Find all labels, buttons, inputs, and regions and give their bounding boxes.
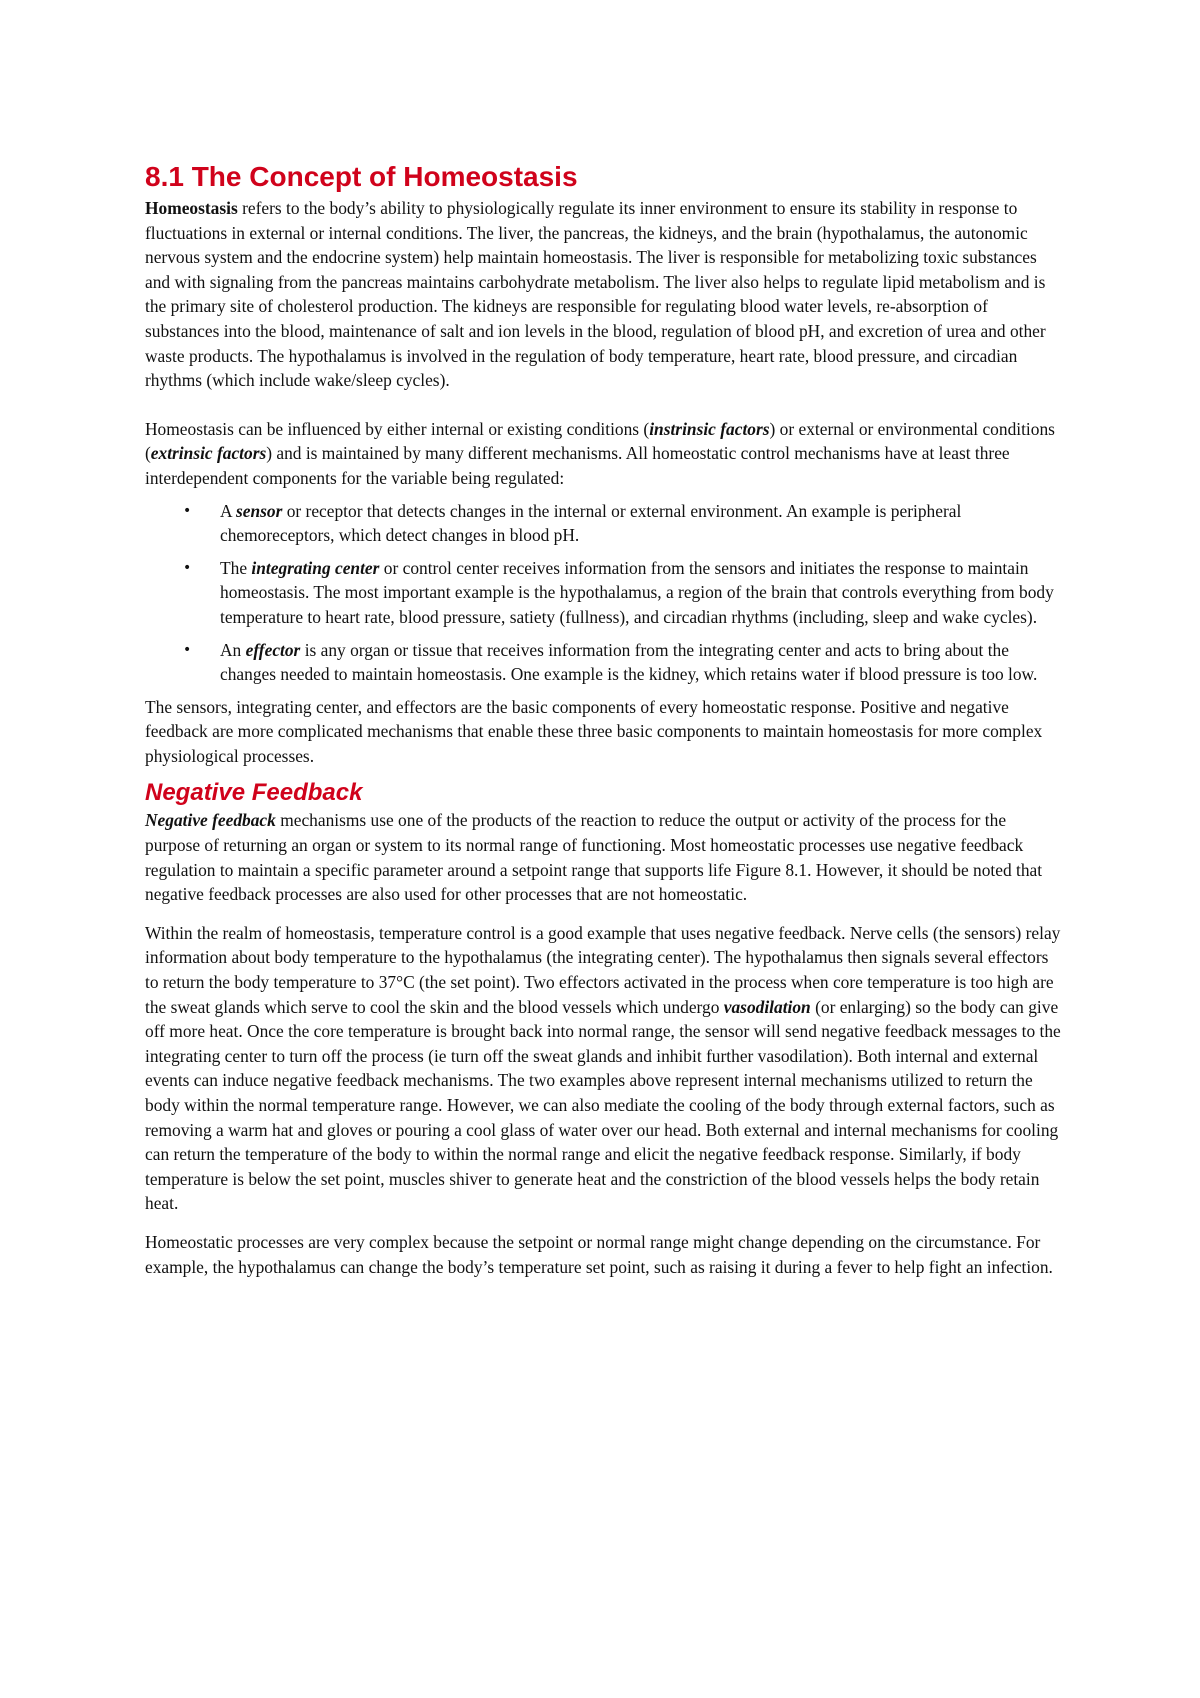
influence-factors-paragraph (145, 417, 1065, 491)
document-page (145, 160, 1065, 1279)
setpoint-paragraph: Homeostatic processes are very complex because the setpoint or normal range might change depending on the circumstance. For example, the hypothalamus can change the body’s temperature set point, such as raising it during a fever to help fight an infection. (145, 1231, 1053, 1277)
term-sensor: sensor (235, 500, 283, 521)
negative-feedback-heading: Negative Feedback (145, 779, 363, 807)
list-item-text: A (220, 500, 236, 521)
paragraph-text: (or enlarging) so the body can give off more heat. Once the core temperature is brought back into normal range, the sensor will send negative feedback messages to the integrating center to turn off the process (ie turn off the sweat glands and inhibit further vasodilation). Both internal and external events can induce negative feedback mechanisms. The two examples above represent internal mechanisms utilized to return the body within the normal temperature range. However, we can also mediate the cooling of the body through external factors, such as removing a warm hat and gloves or pouring a cool glass of water over our head. Both external and internal mechanisms for cooling can return the temperature of the body to within the normal range and elicit the negative feedback response. Similarly, if body temperature is below the set point, muscles shiver to generate heat and the constriction of the blood vessels helps the body retain heat. (145, 996, 1061, 1214)
list-item-effector (145, 638, 1065, 687)
term-extrinsic-factors: extrinsic factors (150, 443, 267, 464)
homeostasis-definition-paragraph (145, 196, 1065, 393)
list-item-text: The (220, 557, 252, 578)
list-item-text: or receptor that detects changes in the internal or external environment. An example is peripheral chemoreceptors, which detect changes in blood pH. (220, 500, 962, 546)
paragraph-text: ) or external or environmental conditions ( (145, 418, 1055, 464)
term-intrinsic-factors: instrinsic factors (649, 418, 770, 439)
term-effector: effector (245, 639, 301, 660)
term-integrating-center: integrating center (251, 557, 380, 578)
section-title: 8.1 The Concept of Homeostasis (145, 161, 578, 192)
list-item-integrating-center (145, 556, 1065, 630)
list-item-sensor (145, 499, 1065, 548)
term-negative-feedback: Negative feedback (145, 810, 276, 831)
bullet-icon: • (183, 502, 192, 519)
components-list (145, 499, 1065, 687)
bullet-icon: • (183, 559, 192, 576)
paragraph-text: Within the realm of homeostasis, temperature control is a good example that uses negative feedback. Nerve cells (the sensors) relay information about body temperature to the hypothalamus (the integrating center). The hypothalamus then signals several effectors to return the body temperature to 37°C (the set point). Two effectors activated in the process when core temperature is too high are the sweat glands which serve to cool the skin and the blood vessels which undergo (145, 922, 1061, 1017)
paragraph-text: refers to the body’s ability to physiologically regulate its inner environment to ensure its stability in response to fluctuations in external or internal conditions. The liver, the pancreas, the kidneys, and the brain (hypothalamus, the autonomic nervous system and the endocrine system) help maintain homeostasis. The liver is responsible for metabolizing toxic substances and with signaling from the pancreas maintains carbohydrate metabolism. The liver also helps to regulate lipid metabolism and is the primary site of cholesterol production. The kidneys are responsible for regulating blood water levels, re-absorption of substances into the blood, maintenance of salt and ion levels in the blood, regulation of blood pH, and excretion of urea and other waste products. The hypothalamus is involved in the regulation of body temperature, heart rate, blood pressure, and circadian rhythms (which include wake/sleep cycles). (145, 198, 1046, 391)
paragraph-text: Homeostasis can be influenced by either internal or existing conditions ( (145, 418, 650, 439)
paragraph-text: ) and is maintained by many different mechanisms. All homeostatic control mechanisms have at least three interdependent components for the variable being regulated: (145, 443, 1010, 488)
list-item-text: is any organ or tissue that receives information from the integrating center and acts to bring about the changes needed to maintain homeostasis. One example is the kidney, which retains water if blood pressure is too low. (220, 639, 1038, 685)
list-item-text: An (220, 639, 246, 660)
paragraph-text: mechanisms use one of the products of the reaction to reduce the output or activity of the process for the purpose of returning an organ or system to its normal range of functioning. Most homeostatic processes use negative feedback regulation to maintain a specific parameter around a setpoint range that supports life Figure 8.1. However, it should be noted that negative feedback processes are also used for other processes that are not homeostatic. (145, 810, 1043, 905)
term-homeostasis: Homeostasis (145, 198, 238, 218)
temperature-control-paragraph (145, 921, 1065, 1216)
negative-feedback-definition-paragraph (145, 808, 1065, 906)
bullet-icon: • (183, 641, 192, 658)
list-item-text: or control center receives information from the sensors and initiates the response to maintain homeostasis. The most important example is the hypothalamus, a region of the brain that controls everything from body temperature to heart rate, blood pressure, satiety (fullness), and circadian rhythms (including, sleep and wake cycles). (220, 557, 1054, 627)
term-vasodilation: vasodilation (723, 996, 811, 1017)
components-summary-paragraph: The sensors, integrating center, and effectors are the basic components of every homeostatic response. Positive and negative feedback are more complicated mechanisms that enable these three basic components to maintain homeostasis for more complex physiological processes. (145, 696, 1043, 766)
